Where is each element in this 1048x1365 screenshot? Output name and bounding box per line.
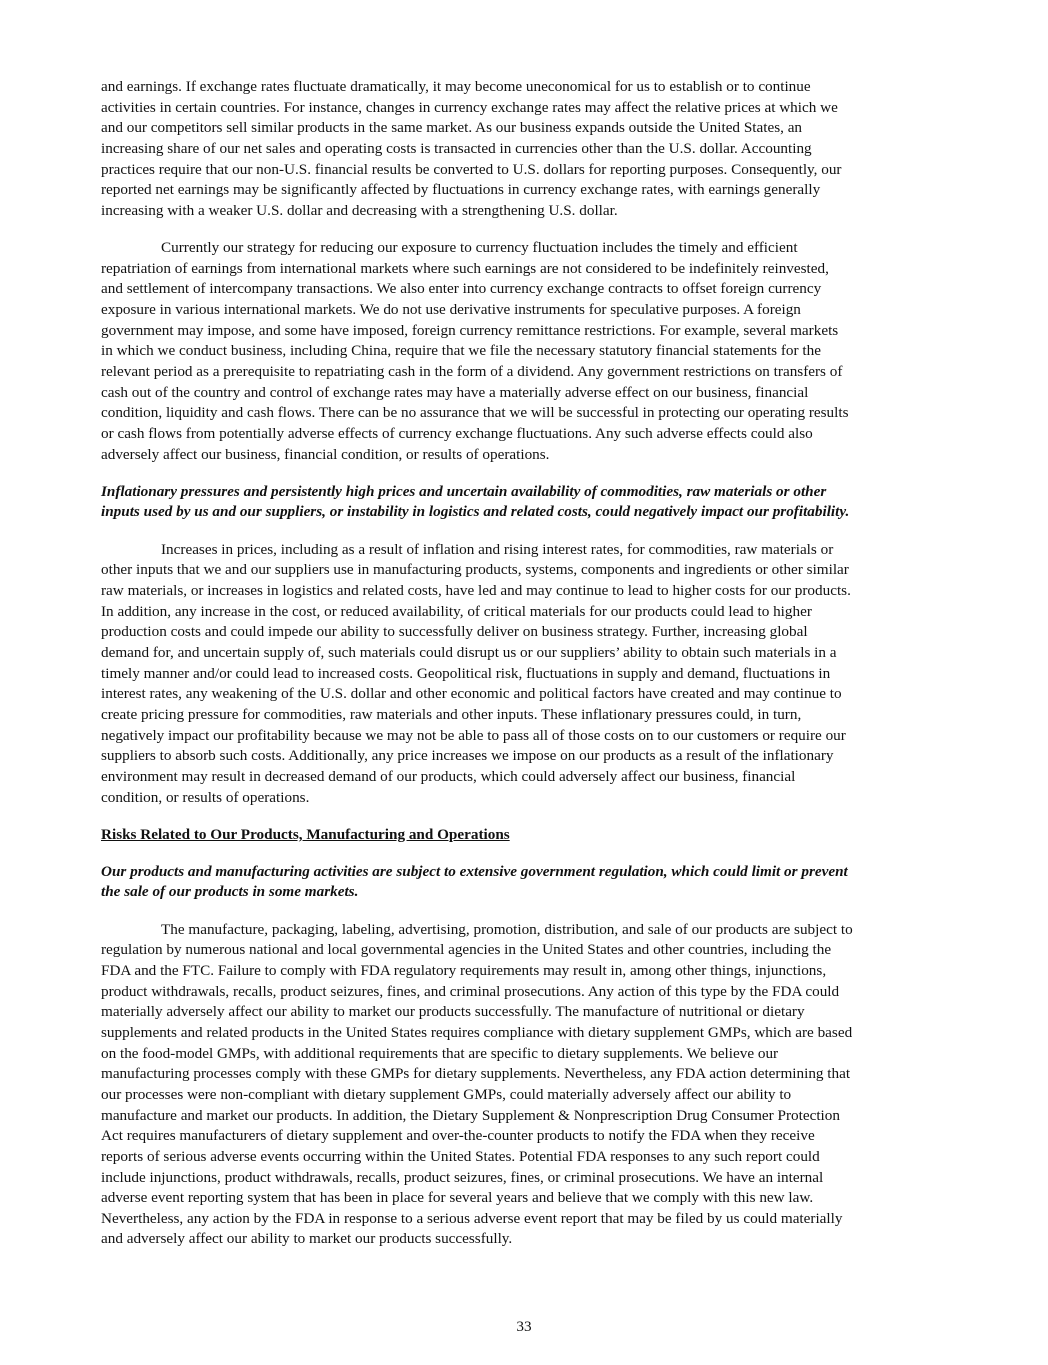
text-line: activities in certain countries. For instance, changes in currency exchange rates may affect the relative prices at which we <box>101 98 838 116</box>
text-line: Nevertheless, any action by the FDA in response to a serious adverse event report that may be filed by us could materially <box>101 1209 843 1227</box>
text-line: timely manner and/or could lead to increased costs. Geopolitical risk, fluctuations in supply and demand, fluctuations in <box>101 664 831 682</box>
paragraph-inflation <box>101 540 961 809</box>
text-line: reports of serious adverse events occurring within the United States. Potential FDA responses to any such report could <box>101 1147 820 1165</box>
risk-heading-regulation <box>101 862 961 903</box>
text-line: or cash flows from potentially adverse effects of currency exchange fluctuations. Any such adverse effects could also <box>101 425 813 442</box>
text-line: our processes were non-compliant with dietary supplement GMPs, could materially adversely affect our ability to <box>101 1085 792 1103</box>
document-page <box>101 77 961 1267</box>
text-line: negatively impact our profitability because we may not be able to pass all of those costs on to our customers or require our <box>101 726 846 744</box>
text-line: the sale of our products in some markets. <box>101 883 359 901</box>
section-heading-text: Risks Related to Our Products, Manufacturing and Operations <box>101 825 510 843</box>
text-line: condition, or results of operations. <box>101 788 310 806</box>
text-line: practices require that our non-U.S. financial results be converted to U.S. dollars for reporting purposes. Consequently, our <box>101 160 842 178</box>
text-line: Increases in prices, including as a result of inflation and rising interest rates, for commodities, raw materials or <box>161 540 834 558</box>
text-line: cash out of the country and control of exchange rates may have a materially adverse effect on our business, financial <box>101 383 809 401</box>
text-line: Our products and manufacturing activities are subject to extensive government regulation, which could limit or prevent <box>101 862 848 880</box>
text-line: The manufacture, packaging, labeling, advertising, promotion, distribution, and sale of our products are subject to <box>161 920 853 938</box>
text-line: other inputs that we and our suppliers use in manufacturing products, systems, components and ingredients or other similar <box>101 561 849 579</box>
text-line: adverse event reporting system that has been in place for several years and believe that we comply with this new law. <box>101 1189 814 1207</box>
text-line: product withdrawals, recalls, product seizures, fines, and criminal prosecutions. Any action of this type by the FDA could <box>101 982 840 1000</box>
text-line: FDA and the FTC. Failure to comply with FDA regulatory requirements may result in, among other things, injunctions, <box>101 961 827 979</box>
paragraph-currency-strategy <box>101 238 961 465</box>
text-line: production costs and could impede our ability to successfully deliver on business strategy. Further, increasing global <box>101 623 808 641</box>
text-line: raw materials, or increases in logistics and related costs, have led and may continue to lead to higher costs for our products. <box>101 581 851 599</box>
text-line: and our competitors sell similar products in the same market. As our business expands outside the United States, an <box>101 119 803 137</box>
text-line: repatriation of earnings from international markets where such earnings are not considered to be indefinitely reinvested, <box>101 259 829 277</box>
text-line: demand for, and uncertain supply of, such materials could disrupt us or our suppliers’ ability to obtain such materials in a <box>101 643 837 661</box>
text-line: and settlement of intercompany transactions. We also enter into currency exchange contracts to offset foreign currency <box>101 280 822 298</box>
risk-heading-inflation <box>101 482 961 523</box>
text-line: Currently our strategy for reducing our exposure to currency fluctuation includes the timely and efficient <box>161 239 798 257</box>
text-line: Inflationary pressures and persistently high prices and uncertain availability of commodities, raw materials or other <box>101 482 827 500</box>
text-line: increasing share of our net sales and operating costs is transacted in currencies other than the U.S. dollar. Accounting <box>101 139 812 157</box>
text-line: inputs used by us and our suppliers, or instability in logistics and related costs, could negatively impact our profitability. <box>101 503 850 521</box>
text-line: exposure in various international markets. We do not use derivative instruments for speculative purposes. A foreign <box>101 301 801 319</box>
text-line: manufacture and market our products. In addition, the Dietary Supplement & Nonprescription Drug Consumer Protection <box>101 1106 840 1124</box>
text-line: supplements and related products in the United States requires compliance with dietary supplement GMPs, which are based <box>101 1023 853 1041</box>
text-line: In addition, any increase in the cost, or reduced availability, of critical materials for our products could lead to higher <box>101 602 812 620</box>
text-line: regulation by numerous national and local governmental agencies in the United States and other countries, including the <box>101 941 832 959</box>
text-line: on the food-model GMPs, with additional requirements that are specific to dietary supplements. We believe our <box>101 1044 779 1062</box>
text-line: in which we conduct business, including China, require that we file the necessary statutory financial statements for the <box>101 342 821 360</box>
page-number: 33 <box>516 1318 532 1335</box>
text-line: Act requires manufacturers of dietary supplement and over-the-counter products to notify the FDA when they receive <box>101 1127 815 1145</box>
text-line: and earnings. If exchange rates fluctuate dramatically, it may become uneconomical for us to establish or to continue <box>101 78 811 95</box>
section-heading-products-risks <box>101 825 961 846</box>
text-line: adversely affect our business, financial condition, or results of operations. <box>101 445 550 463</box>
text-line: increasing with a weaker U.S. dollar and decreasing with a strengthening U.S. dollar. <box>101 201 618 219</box>
text-line: manufacturing processes comply with these GMPs for dietary supplements. Nevertheless, any FDA action determining that <box>101 1065 851 1083</box>
text-line: government may impose, and some have imposed, foreign currency remittance restrictions. For example, several markets <box>101 321 839 339</box>
text-line: relevant period as a prerequisite to repatriating cash in the form of a dividend. Any government restrictions on transfers of <box>101 363 843 381</box>
text-line: create pricing pressure for commodities, raw materials and other inputs. These inflationary pressures could, in turn, <box>101 705 802 723</box>
text-line: materially adversely affect our ability to market our products successfully. The manufacture of nutritional or dietary <box>101 1003 805 1021</box>
text-line: environment may result in decreased demand of our products, which could adversely affect our business, financial <box>101 767 796 785</box>
text-line: interest rates, any weakening of the U.S. dollar and other economic and political factors have created and may continue to <box>101 685 842 703</box>
text-line: include injunctions, product withdrawals, recalls, product seizures, fines, or criminal prosecutions. We have an internal <box>101 1168 824 1186</box>
text-line: condition, liquidity and cash flows. There can be no assurance that we will be successful in protecting our operating results <box>101 404 849 422</box>
text-line: suppliers to absorb such costs. Additionally, any price increases we impose on our products as a result of the inflationary <box>101 747 834 765</box>
paragraph-currency-earnings <box>101 77 961 222</box>
text-line: and adversely affect our ability to market our products successfully. <box>101 1230 513 1248</box>
text-line: reported net earnings may be significantly affected by fluctuations in currency exchange rates, with earnings generally <box>101 181 821 199</box>
paragraph-regulation <box>101 920 961 1251</box>
